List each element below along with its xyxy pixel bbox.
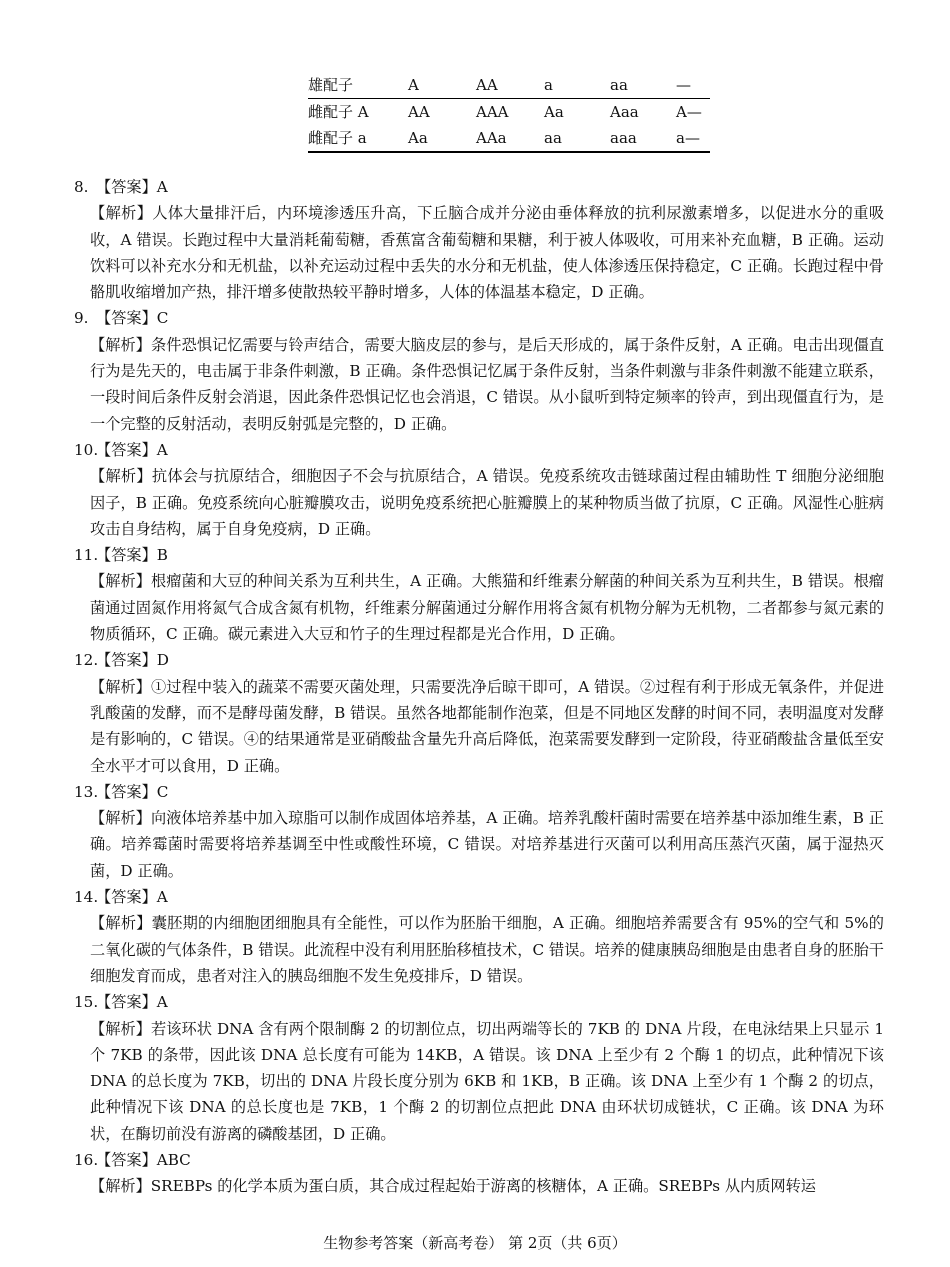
analysis-paragraph — [74, 332, 884, 437]
question-number: 13. — [74, 782, 99, 801]
analysis-label: 【解析】 — [90, 677, 152, 696]
answer-value: A — [156, 888, 168, 907]
table-cell: a— — [676, 125, 710, 152]
analysis-paragraph — [74, 674, 884, 779]
table-cell: AAa — [476, 125, 544, 152]
question-block-16 — [74, 1147, 884, 1200]
table-cell: aaa — [610, 125, 676, 152]
table-header-cell: — — [676, 72, 710, 99]
page-footer: 生物参考答案（新高考卷） 第 2页（共 6页） — [323, 1234, 627, 1252]
analysis-label: 【解析】 — [90, 1177, 151, 1196]
analysis-label: 【解析】 — [90, 914, 152, 933]
answer-line — [74, 542, 884, 568]
analysis-paragraph — [74, 200, 884, 305]
analysis-text: 若该环状 DNA 含有两个限制酶 2 的切割位点，切出两端等长的 7KB 的 DNA 片段，在电泳结果上只显示 1 个 7KB 的条带，因此该 DNA 总长度有可能为 14KB，A 错误。该 DNA 上至少有 2 个酶 1 的切点，此种情况下该 DNA 的总长度为 7KB，切出的 DNA 片段长度分别为 6KB 和 1KB，B 正确。该 DNA 上至少有 1 个酶 2 的切点，此种情况下该 DNA 的总长度也是 7KB，1 个酶 2 的切割位点把此 DNA 由环状切成链状，C 正确。该 DNA 为环状，在酶切前没有游离的磷酸基团，D 正确。 — [90, 1019, 885, 1143]
answer-line — [74, 174, 884, 200]
table-header-row — [308, 72, 710, 99]
answer-value: C — [156, 782, 169, 801]
analysis-paragraph — [74, 910, 884, 989]
answer-label: 【答案】 — [96, 1150, 157, 1169]
analysis-label: 【解析】 — [90, 572, 151, 591]
table-cell: 雌配子 A — [308, 103, 369, 121]
analysis-text: 条件恐惧记忆需要与铃声结合，需要大脑皮层的参与，是后天形成的，属于条件反射，A 正确。电击出现僵直行为是先天的，电击属于非条件刺激，B 正确。条件恐惧记忆属于条件反射，当条件刺激与非条件刺激不能建立联系，一段时间后条件反射会消退，因此条件恐惧记忆也会消退，C 错误。从小鼠听到特定频率的铃声，到出现僵直行为，是一个完整的反射活动，表明反射弧是完整的，D 正确。 — [90, 335, 885, 433]
table-row — [308, 125, 710, 152]
analysis-text: ①过程中装入的蔬菜不需要灭菌处理，只需要洗净后晾干即可，A 错误。②过程有利于形成无氧条件，并促进乳酸菌的发酵，而不是酵母菌发酵，B 错误。虽然各地都能制作泡菜，但是不同地区发酵的时间不同，表明温度对发酵是有影响的，C 错误。④的结果通常是亚硝酸盐含量先升高后降低，泡菜需要发酵到一定阶段，待亚硝酸盐含量低至安全水平才可以食用，D 正确。 — [90, 677, 885, 775]
analysis-text: SREBPs 的化学本质为蛋白质，其合成过程起始于游离的核糖体，A 正确。SREBPs 从内质网转运 — [150, 1177, 816, 1196]
question-block-9 — [74, 305, 884, 436]
analysis-label: 【解析】 — [90, 335, 152, 354]
answer-label: 【答案】 — [96, 993, 157, 1012]
table-cell: AA — [408, 103, 430, 121]
table-cell: Aa — [408, 125, 476, 152]
gamete-genotype-table — [308, 72, 710, 153]
analysis-paragraph — [74, 1016, 884, 1147]
question-block-11 — [74, 542, 884, 647]
question-block-10 — [74, 437, 884, 542]
answer-label: 【答案】 — [96, 309, 157, 328]
answer-value: D — [156, 651, 169, 670]
table-header-cell: a — [544, 72, 610, 99]
question-number: 8. — [74, 178, 89, 196]
answer-line — [74, 437, 884, 463]
answer-value: A — [156, 993, 168, 1012]
table-cell: 雌配子 a — [308, 125, 408, 152]
analysis-paragraph — [74, 568, 884, 647]
analysis-text: 囊胚期的内细胞团细胞具有全能性，可以作为胚胎干细胞，A 正确。细胞培养需要含有 95%的空气和 5%的二氧化碳的气体条件，B 错误。此流程中没有利用胚胎移植技术，C 错误。培养的健康胰岛细胞是由患者自身的胚胎干细胞发育而成，患者对注入的胰岛细胞不发生免疫排斥，D 错误。 — [90, 914, 884, 985]
analysis-text: 人体大量排汗后，内环境渗透压升高，下丘脑合成并分泌由垂体释放的抗利尿激素增多，以促进水分的重吸收，A 错误。长跑过程中大量消耗葡萄糖，香蕉富含葡萄糖和果糖，利于被人体吸收，可用来补充血糖，B 正确。运动饮料可以补充水分和无机盐，以补充运动过程中丢失的水分和无机盐，使人体渗透压保持稳定，C 正确。长跑过程中骨骼肌收缩增加产热，排汗增多使散热较平静时增多，人体的体温基本稳定，D 正确。 — [90, 204, 885, 302]
table-cell: Aa — [544, 103, 564, 121]
question-number: 10. — [74, 440, 99, 459]
answer-value: A — [156, 440, 168, 459]
table-row — [308, 99, 710, 126]
answer-line — [74, 779, 884, 805]
answer-line — [74, 884, 884, 910]
answer-value: C — [156, 309, 169, 328]
answer-list — [74, 174, 884, 1200]
question-block-12 — [74, 647, 884, 778]
answer-value: ABC — [156, 1150, 191, 1169]
answer-label: 【答案】 — [96, 782, 157, 801]
answer-line — [74, 1147, 884, 1173]
answer-line — [74, 305, 884, 331]
table-cell: AAA — [476, 103, 509, 121]
question-number: 16. — [74, 1150, 99, 1169]
analysis-label: 【解析】 — [90, 809, 151, 828]
analysis-text: 向液体培养基中加入琼脂可以制作成固体培养基，A 正确。培养乳酸杆菌时需要在培养基中添加维生素，B 正确。培养霉菌时需要将培养基调至中性或酸性环境，C 错误。对培养基进行灭菌可以利用高压蒸汽灭菌，属于湿热灭菌，D 正确。 — [90, 809, 884, 880]
answer-label: 【答案】 — [96, 651, 157, 670]
table-header-cell: aa — [610, 72, 676, 99]
analysis-text: 根瘤菌和大豆的种间关系为互利共生，A 正确。大熊猫和纤维素分解菌的种间关系为互利共生，B 错误。根瘤菌通过固氮作用将氮气合成含氮有机物，纤维素分解菌通过分解作用将含氮有机物分解为无机物，二者都参与氮元素的物质循环，C 正确。碳元素进入大豆和竹子的生理过程都是光合作用，D 正确。 — [90, 572, 884, 644]
question-number: 15. — [74, 993, 99, 1012]
analysis-paragraph — [74, 1173, 884, 1199]
analysis-label: 【解析】 — [90, 1019, 152, 1038]
question-block-15 — [74, 989, 884, 1147]
analysis-text: 抗体会与抗原结合，细胞因子不会与抗原结合，A 错误。免疫系统攻击链球菌过程由辅助性 T 细胞分泌细胞因子，B 正确。免疫系统向心脏瓣膜攻击，说明免疫系统把心脏瓣膜上的某种物质当做了抗原，C 正确。风湿性心脏病攻击自身结构，属于自身免疫病，D 正确。 — [90, 467, 884, 538]
answer-label: 【答案】 — [96, 888, 157, 907]
analysis-label: 【解析】 — [90, 467, 152, 486]
table-cell: Aaa — [610, 103, 639, 121]
table-header-cell: 雄配子 — [308, 72, 408, 99]
table-cell: A— — [676, 103, 702, 121]
question-number: 9. — [74, 309, 89, 328]
answer-value: B — [156, 546, 168, 565]
question-number: 12. — [74, 651, 99, 670]
answer-label: 【答案】 — [96, 546, 157, 565]
question-block-8 — [74, 174, 884, 305]
answer-label: 【答案】 — [96, 178, 157, 196]
answer-line — [74, 647, 884, 673]
analysis-paragraph — [74, 805, 884, 884]
analysis-paragraph — [74, 463, 884, 542]
answer-line — [74, 989, 884, 1015]
table-cell: aa — [544, 125, 610, 152]
question-block-13 — [74, 779, 884, 884]
answer-value: A — [156, 178, 168, 196]
table-header-cell: AA — [476, 72, 544, 99]
table-header-cell: A — [408, 72, 476, 99]
analysis-label: 【解析】 — [90, 204, 153, 223]
answer-label: 【答案】 — [96, 440, 157, 459]
question-block-14 — [74, 884, 884, 989]
question-number: 14. — [74, 888, 99, 907]
question-number: 11. — [74, 546, 99, 565]
